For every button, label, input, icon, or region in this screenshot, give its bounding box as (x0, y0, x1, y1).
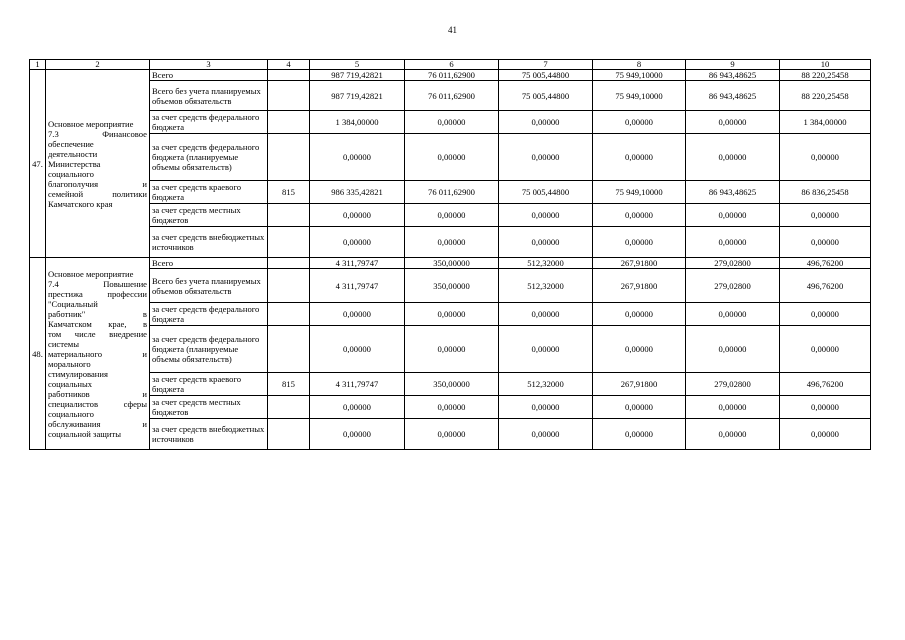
measure-name-line: морального (48, 358, 91, 369)
table-row (30, 269, 871, 303)
amount-cell: 0,00000 (405, 303, 499, 326)
amount-cell: 75 949,10000 (593, 70, 686, 81)
amount-cell: 0,00000 (499, 326, 593, 373)
amount-cell: 0,00000 (405, 227, 499, 258)
amount-cell: 0,00000 (499, 227, 593, 258)
amount-cell: 0,00000 (780, 396, 871, 419)
amount-cell: 0,00000 (405, 419, 499, 450)
budget-code (268, 111, 310, 134)
amount-cell: 76 011,62900 (405, 81, 499, 111)
measure-name (46, 258, 150, 450)
measure-name-line: благополучия и (48, 178, 147, 189)
amount-cell: 0,00000 (593, 396, 686, 419)
amount-cell: 0,00000 (405, 396, 499, 419)
amount-cell: 987 719,42821 (310, 70, 405, 81)
table-row (30, 81, 871, 111)
amount-cell: 76 011,62900 (405, 70, 499, 81)
amount-cell: 267,91800 (593, 258, 686, 269)
column-header: 5 (310, 60, 405, 70)
amount-cell: 75 005,44800 (499, 181, 593, 204)
funding-source: за счет средств федерального бюджета (150, 111, 268, 134)
table-body (30, 60, 871, 450)
amount-cell: 0,00000 (686, 419, 780, 450)
measure-name-line: социальных (48, 378, 93, 389)
amount-cell: 0,00000 (499, 396, 593, 419)
funding-source: за счет средств федерального бюджета (150, 303, 268, 326)
amount-cell: 0,00000 (593, 227, 686, 258)
amount-cell: 75 005,44800 (499, 81, 593, 111)
measure-name-line: семейной политики (48, 188, 147, 199)
budget-code (268, 227, 310, 258)
table-row (30, 326, 871, 373)
amount-cell: 86 836,25458 (780, 181, 871, 204)
measure-name-line: социального (48, 168, 94, 179)
measure-name-line: обслуживания и (48, 418, 147, 429)
measure-name-line: Камчатском крае, в (48, 318, 147, 329)
table-row (30, 227, 871, 258)
amount-cell: 86 943,48625 (686, 81, 780, 111)
amount-cell: 0,00000 (686, 396, 780, 419)
amount-cell: 86 943,48625 (686, 70, 780, 81)
table-row (30, 134, 871, 181)
amount-cell: 0,00000 (310, 326, 405, 373)
budget-code (268, 396, 310, 419)
amount-cell: 0,00000 (686, 204, 780, 227)
budget-table (29, 59, 871, 450)
amount-cell: 0,00000 (593, 204, 686, 227)
table-row (30, 396, 871, 419)
column-header: 7 (499, 60, 593, 70)
table-row (30, 258, 871, 269)
amount-cell: 0,00000 (499, 303, 593, 326)
budget-code (268, 326, 310, 373)
funding-source: за счет средств внебюджетных источников (150, 227, 268, 258)
page-number: 41 (448, 25, 457, 35)
table-row (30, 181, 871, 204)
budget-code (268, 134, 310, 181)
measure-name-line: специалистов сферы (48, 398, 147, 409)
amount-cell: 75 949,10000 (593, 81, 686, 111)
measure-name-line: 7.3 Финансовое (48, 128, 147, 139)
funding-source: за счет средств внебюджетных источников (150, 419, 268, 450)
amount-cell: 0,00000 (405, 326, 499, 373)
amount-cell: 0,00000 (310, 419, 405, 450)
column-header: 9 (686, 60, 780, 70)
budget-code (268, 81, 310, 111)
measure-name-line: Камчатского края (48, 198, 113, 209)
amount-cell: 0,00000 (310, 227, 405, 258)
table-row (30, 70, 871, 81)
amount-cell: 0,00000 (780, 303, 871, 326)
budget-code (268, 70, 310, 81)
amount-cell: 987 719,42821 (310, 81, 405, 111)
funding-source: Всего без учета планируемых объемов обязательств (150, 81, 268, 111)
amount-cell: 0,00000 (593, 111, 686, 134)
column-header: 4 (268, 60, 310, 70)
measure-name-line: социального (48, 408, 94, 419)
amount-cell: 267,91800 (593, 373, 686, 396)
funding-source: за счет средств краевого бюджета (150, 373, 268, 396)
measure-name-line: 7.4 Повышение (48, 278, 147, 289)
amount-cell: 0,00000 (310, 204, 405, 227)
amount-cell: 0,00000 (780, 419, 871, 450)
column-header: 10 (780, 60, 871, 70)
measure-name-line: Основное мероприятие (48, 268, 134, 279)
measure-name-line: обеспечение (48, 138, 94, 149)
amount-cell: 0,00000 (310, 396, 405, 419)
amount-cell: 512,32000 (499, 373, 593, 396)
amount-cell: 350,00000 (405, 269, 499, 303)
amount-cell: 75 949,10000 (593, 181, 686, 204)
measure-name-line: "Социальный (48, 298, 98, 309)
amount-cell: 4 311,79747 (310, 269, 405, 303)
amount-cell: 0,00000 (780, 204, 871, 227)
column-header: 2 (46, 60, 150, 70)
measure-name-line: Министерства (48, 158, 101, 169)
amount-cell: 512,32000 (499, 269, 593, 303)
amount-cell: 279,02800 (686, 258, 780, 269)
amount-cell: 0,00000 (405, 204, 499, 227)
table-row (30, 111, 871, 134)
funding-source: за счет средств федерального бюджета (планируемые объемы обязательств) (150, 134, 268, 181)
measure-number: 48. (30, 258, 46, 450)
budget-code (268, 303, 310, 326)
funding-source: за счет средств краевого бюджета (150, 181, 268, 204)
amount-cell: 0,00000 (593, 326, 686, 373)
table-row (30, 204, 871, 227)
budget-code (268, 204, 310, 227)
amount-cell: 267,91800 (593, 269, 686, 303)
funding-source: за счет средств федерального бюджета (планируемые объемы обязательств) (150, 326, 268, 373)
amount-cell: 0,00000 (593, 303, 686, 326)
amount-cell: 0,00000 (686, 227, 780, 258)
amount-cell: 0,00000 (499, 111, 593, 134)
amount-cell: 0,00000 (499, 134, 593, 181)
measure-name-line: Основное мероприятие (48, 118, 134, 129)
amount-cell: 4 311,79747 (310, 373, 405, 396)
amount-cell: 350,00000 (405, 373, 499, 396)
amount-cell: 1 384,00000 (310, 111, 405, 134)
amount-cell: 350,00000 (405, 258, 499, 269)
budget-code: 815 (268, 181, 310, 204)
amount-cell: 512,32000 (499, 258, 593, 269)
measure-name-line: стимулирования (48, 368, 108, 379)
amount-cell: 0,00000 (405, 111, 499, 134)
column-header-row (30, 60, 871, 70)
measure-name-line: материального и (48, 348, 147, 359)
amount-cell: 86 943,48625 (686, 181, 780, 204)
budget-code (268, 269, 310, 303)
table-row (30, 373, 871, 396)
measure-name (46, 70, 150, 258)
amount-cell: 88 220,25458 (780, 81, 871, 111)
measure-name-line: работник" в (48, 308, 147, 319)
measure-name-line: деятельности (48, 148, 98, 159)
measure-number: 47. (30, 70, 46, 258)
measure-name-line: работников и (48, 388, 147, 399)
funding-source: Всего (150, 70, 268, 81)
amount-cell: 0,00000 (686, 134, 780, 181)
amount-cell: 0,00000 (499, 204, 593, 227)
amount-cell: 0,00000 (593, 419, 686, 450)
amount-cell: 0,00000 (310, 303, 405, 326)
amount-cell: 496,76200 (780, 269, 871, 303)
amount-cell: 75 005,44800 (499, 70, 593, 81)
amount-cell: 0,00000 (780, 326, 871, 373)
funding-source: Всего (150, 258, 268, 269)
amount-cell: 0,00000 (780, 134, 871, 181)
amount-cell: 4 311,79747 (310, 258, 405, 269)
budget-code (268, 258, 310, 269)
budget-code (268, 419, 310, 450)
amount-cell: 0,00000 (780, 227, 871, 258)
amount-cell: 279,02800 (686, 373, 780, 396)
amount-cell: 76 011,62900 (405, 181, 499, 204)
funding-source: Всего без учета планируемых объемов обязательств (150, 269, 268, 303)
budget-code: 815 (268, 373, 310, 396)
column-header: 1 (30, 60, 46, 70)
amount-cell: 279,02800 (686, 269, 780, 303)
amount-cell: 88 220,25458 (780, 70, 871, 81)
amount-cell: 986 335,42821 (310, 181, 405, 204)
measure-name-line: социальной защиты (48, 428, 122, 439)
table-row (30, 419, 871, 450)
amount-cell: 1 384,00000 (780, 111, 871, 134)
column-header: 8 (593, 60, 686, 70)
measure-name-line: системы (48, 338, 80, 349)
measure-name-line: престижа профессии (48, 288, 147, 299)
column-header: 6 (405, 60, 499, 70)
amount-cell: 0,00000 (499, 419, 593, 450)
amount-cell: 0,00000 (686, 303, 780, 326)
amount-cell: 496,76200 (780, 373, 871, 396)
amount-cell: 0,00000 (405, 134, 499, 181)
table-row (30, 303, 871, 326)
amount-cell: 496,76200 (780, 258, 871, 269)
funding-source: за счет средств местных бюджетов (150, 396, 268, 419)
column-header: 3 (150, 60, 268, 70)
amount-cell: 0,00000 (686, 111, 780, 134)
amount-cell: 0,00000 (593, 134, 686, 181)
measure-name-line: том числе внедрение (48, 328, 147, 339)
funding-source: за счет средств местных бюджетов (150, 204, 268, 227)
amount-cell: 0,00000 (310, 134, 405, 181)
amount-cell: 0,00000 (686, 326, 780, 373)
